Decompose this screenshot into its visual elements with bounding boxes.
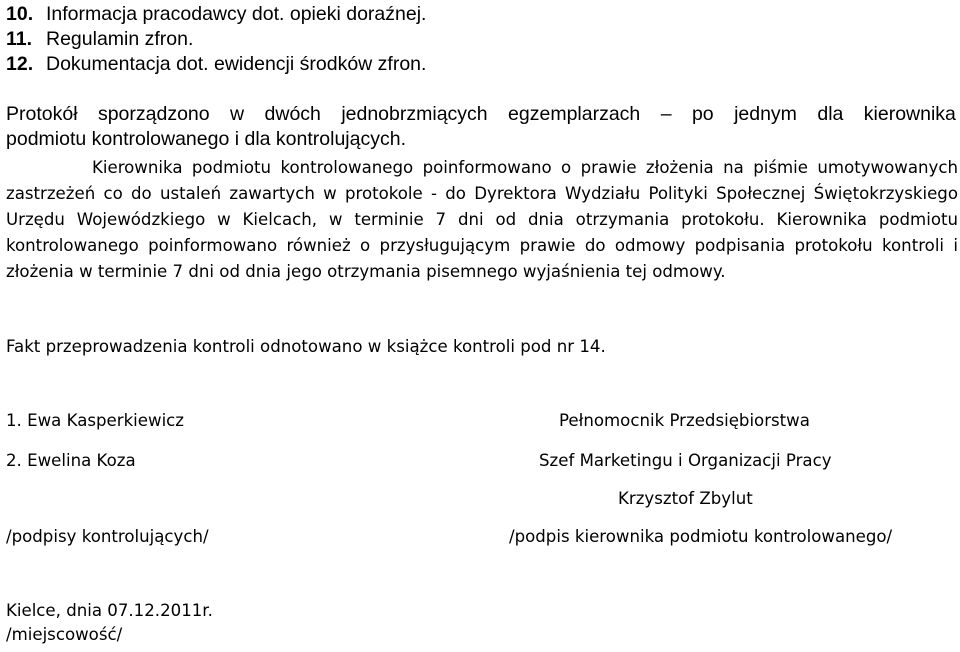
attachment-text: Informacja pracodawcy dot. opieki doraźnej. <box>46 3 427 25</box>
place-caption: /miejscowość/ <box>6 625 123 644</box>
attachment-item <box>6 52 426 77</box>
protocol-copies-line2: podmiotu kontrolowanego i dla kontrolujących. <box>6 128 406 150</box>
attachment-item <box>6 27 426 52</box>
head-role-2: Szef Marketingu i Organizacji Pracy <box>539 451 832 470</box>
protocol-word: sporządzono <box>97 103 210 125</box>
head-role-1: Pełnomocnik Przedsiębiorstwa <box>559 411 810 430</box>
protocol-word: dwóch <box>264 103 321 125</box>
protocol-word: dla <box>817 103 844 125</box>
attachment-number: 11. <box>6 28 33 50</box>
protocol-copies-paragraph <box>6 102 956 152</box>
place-date: Kielce, dnia 07.12.2011r. <box>6 601 213 620</box>
objections-paragraph: Kierownika podmiotu kontrolowanego poinformowano o prawie złożenia na piśmie umotywowanych zastrzeżeń co do ustaleń zawartych w protokole - do Dyrektora Wydziału Polityki Społecznej Świętokrzyskiego Urzędu Wojewódzkiego w Kielcach, w terminie 7 dni od dnia otrzymania protokołu. Kierownika podmiotu kontrolowanego poinformowano również o przysługującym prawie do odmowy podpisania protokołu kontroli i złożenia w terminie 7 dni od dnia jego otrzymania pisemnego wyjaśnienia tej odmowy. <box>6 158 958 281</box>
protocol-word: jednym <box>734 103 797 125</box>
protocol-word: po <box>691 103 714 125</box>
protocol-word: egzemplarzach <box>508 103 641 125</box>
protocol-word: w <box>230 103 245 125</box>
attachment-text: Dokumentacja dot. ewidencji środków zfron. <box>46 53 427 75</box>
protocol-copies-line1 <box>6 102 956 127</box>
inspectors-signature-caption: /podpisy kontrolujących/ <box>6 527 209 546</box>
protocol-word: Protokół <box>6 103 78 125</box>
inspection-book-note: Fakt przeprowadzenia kontroli odnotowano w książce kontroli pod nr 14. <box>6 337 606 356</box>
attachments-list <box>6 2 426 77</box>
inspector-1: 1. Ewa Kasperkiewicz <box>6 411 185 430</box>
attachment-item <box>6 2 426 27</box>
protocol-word: jednobrzmiących <box>341 103 488 125</box>
protocol-word: kierownika <box>863 103 956 125</box>
attachment-text: Regulamin zfron. <box>46 28 194 50</box>
inspector-2: 2. Ewelina Koza <box>6 451 136 470</box>
head-name: Krzysztof Zbylut <box>618 489 753 508</box>
head-signature-caption: /podpis kierownika podmiotu kontrolowanego/ <box>509 527 893 546</box>
protocol-word: – <box>660 103 672 125</box>
attachment-number: 10. <box>6 3 34 25</box>
attachment-number: 12. <box>6 53 34 75</box>
